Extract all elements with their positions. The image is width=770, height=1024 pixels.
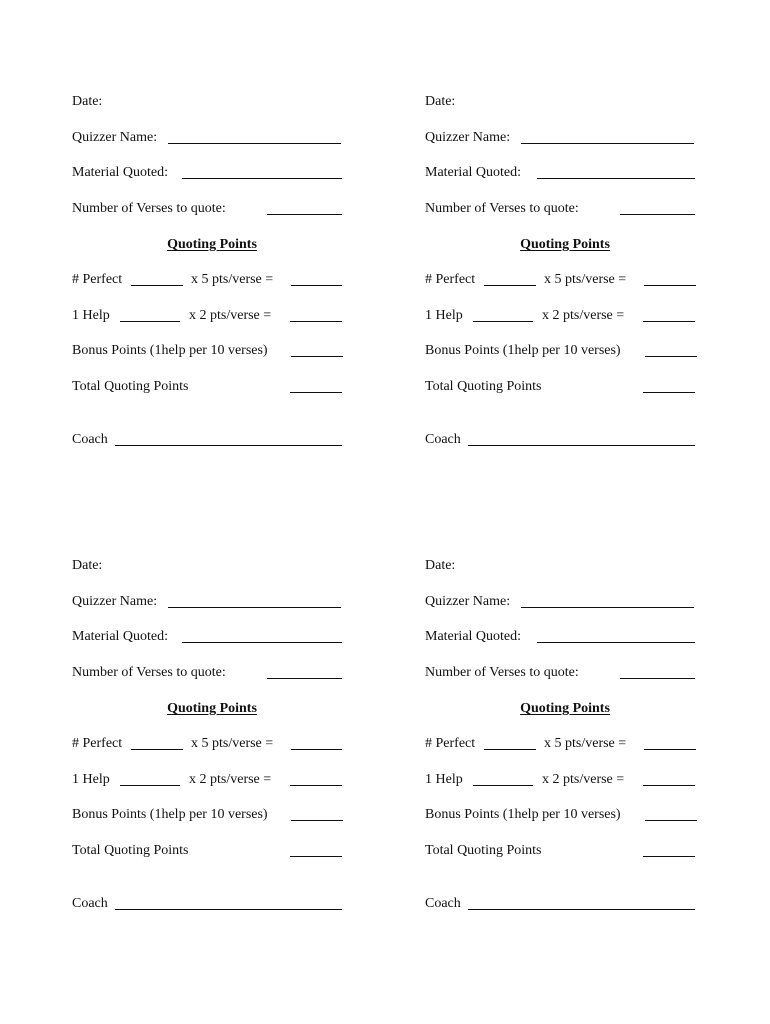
quizzer-name-row <box>425 128 697 148</box>
bonus-row <box>425 341 697 361</box>
coach-blank[interactable] <box>115 430 342 446</box>
total-label: Total Quoting Points <box>72 843 189 858</box>
material-label: Material Quoted: <box>425 165 522 180</box>
verses-row <box>425 199 697 219</box>
verses-row <box>72 663 344 683</box>
coach-row <box>72 894 344 914</box>
coach-blank[interactable] <box>468 894 695 910</box>
material-row <box>72 627 344 647</box>
perfect-multiplier: x 5 pts/verse = <box>544 736 627 751</box>
quoting-points-heading: Quoting Points <box>520 701 610 716</box>
help-label: 1 Help <box>72 772 110 787</box>
coach-row <box>72 430 344 450</box>
coach-label: Coach <box>425 432 461 447</box>
date-row <box>425 92 697 112</box>
quoting-points-heading: Quoting Points <box>167 701 257 716</box>
help-row <box>72 306 344 326</box>
coach-row <box>425 430 697 450</box>
total-points-blank[interactable] <box>643 841 695 857</box>
material-label: Material Quoted: <box>72 629 169 644</box>
coach-blank[interactable] <box>115 894 342 910</box>
verses-blank[interactable] <box>267 199 342 215</box>
bonus-row <box>425 805 697 825</box>
perfect-count-blank[interactable] <box>484 270 536 286</box>
total-row <box>425 841 697 861</box>
help-multiplier: x 2 pts/verse = <box>189 308 272 323</box>
help-count-blank[interactable] <box>473 770 533 786</box>
help-points-blank[interactable] <box>290 306 342 322</box>
verses-label: Number of Verses to quote: <box>425 665 579 680</box>
perfect-points-blank[interactable] <box>644 734 696 750</box>
coach-label: Coach <box>72 896 108 911</box>
help-multiplier: x 2 pts/verse = <box>542 772 625 787</box>
verses-label: Number of Verses to quote: <box>72 665 226 680</box>
perfect-count-blank[interactable] <box>131 734 183 750</box>
material-label: Material Quoted: <box>72 165 169 180</box>
help-row <box>425 770 697 790</box>
quizzer-name-label: Quizzer Name: <box>72 130 158 145</box>
bonus-label: Bonus Points (1help per 10 verses) <box>425 807 621 822</box>
verses-blank[interactable] <box>267 663 342 679</box>
quizzer-name-label: Quizzer Name: <box>72 594 158 609</box>
bonus-points-blank[interactable] <box>645 341 697 357</box>
material-blank[interactable] <box>182 163 342 179</box>
verses-row <box>72 199 344 219</box>
material-row <box>72 163 344 183</box>
quizzer-name-blank[interactable] <box>521 128 694 144</box>
date-label: Date: <box>72 94 103 109</box>
perfect-multiplier: x 5 pts/verse = <box>191 736 274 751</box>
verses-row <box>425 663 697 683</box>
total-points-blank[interactable] <box>290 841 342 857</box>
perfect-multiplier: x 5 pts/verse = <box>544 272 627 287</box>
quizzer-name-row <box>425 592 697 612</box>
help-multiplier: x 2 pts/verse = <box>542 308 625 323</box>
perfect-count-blank[interactable] <box>131 270 183 286</box>
bonus-points-blank[interactable] <box>645 805 697 821</box>
help-label: 1 Help <box>425 772 463 787</box>
quoting-card <box>72 554 347 934</box>
bonus-label: Bonus Points (1help per 10 verses) <box>72 343 268 358</box>
quoting-card <box>72 90 347 470</box>
perfect-points-blank[interactable] <box>644 270 696 286</box>
help-points-blank[interactable] <box>643 306 695 322</box>
total-points-blank[interactable] <box>290 377 342 393</box>
date-label: Date: <box>72 558 103 573</box>
quizzer-name-row <box>72 592 344 612</box>
help-points-blank[interactable] <box>290 770 342 786</box>
coach-blank[interactable] <box>468 430 695 446</box>
bonus-points-blank[interactable] <box>291 805 343 821</box>
help-row <box>72 770 344 790</box>
perfect-points-blank[interactable] <box>291 734 342 750</box>
quoting-points-heading-row <box>425 235 705 255</box>
quoting-card <box>425 90 700 470</box>
bonus-label: Bonus Points (1help per 10 verses) <box>72 807 268 822</box>
quoting-points-heading-row <box>72 235 352 255</box>
help-count-blank[interactable] <box>120 770 180 786</box>
coach-label: Coach <box>425 896 461 911</box>
help-multiplier: x 2 pts/verse = <box>189 772 272 787</box>
material-row <box>425 627 697 647</box>
date-label: Date: <box>425 558 456 573</box>
quoting-points-heading: Quoting Points <box>167 237 257 252</box>
quizzer-name-label: Quizzer Name: <box>425 594 511 609</box>
bonus-row <box>72 341 344 361</box>
quizzer-name-label: Quizzer Name: <box>425 130 511 145</box>
date-row <box>425 556 697 576</box>
bonus-row <box>72 805 344 825</box>
total-label: Total Quoting Points <box>425 843 542 858</box>
quizzer-name-blank[interactable] <box>521 592 694 608</box>
perfect-count-blank[interactable] <box>484 734 536 750</box>
material-label: Material Quoted: <box>425 629 522 644</box>
date-label: Date: <box>425 94 456 109</box>
perfect-row <box>72 270 344 290</box>
coach-label: Coach <box>72 432 108 447</box>
total-label: Total Quoting Points <box>425 379 542 394</box>
verses-label: Number of Verses to quote: <box>72 201 226 216</box>
verses-blank[interactable] <box>620 199 695 215</box>
quizzer-name-blank[interactable] <box>168 128 341 144</box>
help-points-blank[interactable] <box>643 770 695 786</box>
date-row <box>72 92 344 112</box>
bonus-label: Bonus Points (1help per 10 verses) <box>425 343 621 358</box>
help-row <box>425 306 697 326</box>
quoting-points-heading-row <box>72 699 352 719</box>
material-blank[interactable] <box>537 163 695 179</box>
perfect-points-blank[interactable] <box>291 270 342 286</box>
quoting-card <box>425 554 700 934</box>
perfect-label: # Perfect <box>425 736 476 751</box>
help-count-blank[interactable] <box>473 306 533 322</box>
material-blank[interactable] <box>537 627 695 643</box>
total-row <box>72 377 344 397</box>
perfect-row <box>72 734 344 754</box>
help-label: 1 Help <box>425 308 463 323</box>
perfect-multiplier: x 5 pts/verse = <box>191 272 274 287</box>
quizzer-name-blank[interactable] <box>168 592 341 608</box>
quoting-points-heading: Quoting Points <box>520 237 610 252</box>
material-blank[interactable] <box>182 627 342 643</box>
coach-row <box>425 894 697 914</box>
verses-label: Number of Verses to quote: <box>425 201 579 216</box>
total-label: Total Quoting Points <box>72 379 189 394</box>
verses-blank[interactable] <box>620 663 695 679</box>
perfect-row <box>425 270 697 290</box>
quoting-points-heading-row <box>425 699 705 719</box>
help-label: 1 Help <box>72 308 110 323</box>
bonus-points-blank[interactable] <box>291 341 343 357</box>
material-row <box>425 163 697 183</box>
perfect-label: # Perfect <box>72 272 123 287</box>
perfect-row <box>425 734 697 754</box>
date-row <box>72 556 344 576</box>
perfect-label: # Perfect <box>425 272 476 287</box>
total-row <box>72 841 344 861</box>
total-row <box>425 377 697 397</box>
help-count-blank[interactable] <box>120 306 180 322</box>
total-points-blank[interactable] <box>643 377 695 393</box>
perfect-label: # Perfect <box>72 736 123 751</box>
quizzer-name-row <box>72 128 344 148</box>
